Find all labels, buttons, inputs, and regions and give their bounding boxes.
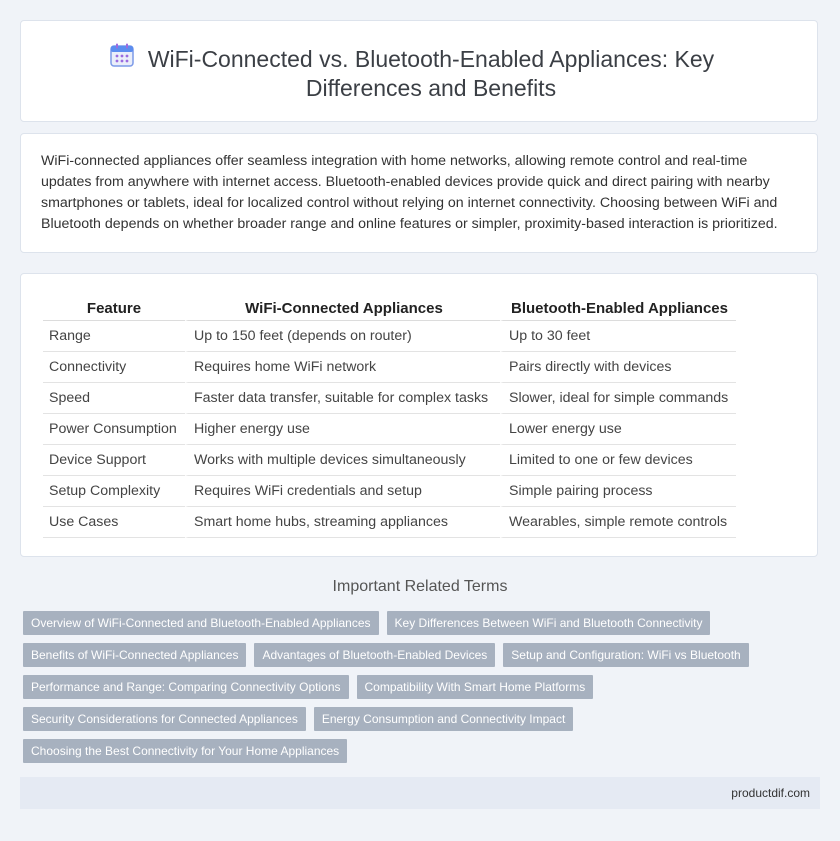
- header-wifi: WiFi-Connected Appliances: [185, 294, 500, 321]
- cell-wifi: Requires home WiFi network: [185, 352, 500, 383]
- comparison-table-card: [20, 273, 818, 557]
- title-card: [20, 20, 818, 122]
- table-header-row: [43, 294, 736, 321]
- cell-feature: Setup Complexity: [43, 476, 185, 507]
- related-term-link[interactable]: Advantages of Bluetooth-Enabled Devices: [254, 643, 495, 667]
- cell-feature: Speed: [43, 383, 185, 414]
- page-title: WiFi-Connected vs. Bluetooth-Enabled Appliances: Key Differences and Benefits: [147, 46, 715, 101]
- table-row: [43, 476, 736, 507]
- cell-bluetooth: Simple pairing process: [500, 476, 736, 507]
- comparison-table: [43, 294, 736, 538]
- cell-feature: Device Support: [43, 445, 185, 476]
- cell-wifi: Smart home hubs, streaming appliances: [185, 507, 500, 538]
- cell-wifi: Faster data transfer, suitable for complex tasks: [185, 383, 500, 414]
- related-term-link[interactable]: Compatibility With Smart Home Platforms: [357, 675, 594, 699]
- table-row: [43, 445, 736, 476]
- related-terms-title: Important Related Terms: [332, 578, 508, 595]
- cell-wifi: Up to 150 feet (depends on router): [185, 321, 500, 352]
- tag-row: [23, 675, 783, 699]
- related-term-link[interactable]: Energy Consumption and Connectivity Impact: [314, 707, 573, 731]
- tag-row: [23, 739, 783, 763]
- tag-row: [23, 611, 783, 635]
- related-term-link[interactable]: Key Differences Between WiFi and Bluetooth Connectivity: [387, 611, 711, 635]
- cell-feature: Use Cases: [43, 507, 185, 538]
- tag-row: [23, 643, 783, 667]
- related-term-link[interactable]: Setup and Configuration: WiFi vs Bluetooth: [503, 643, 748, 667]
- related-term-link[interactable]: Choosing the Best Connectivity for Your Home Appliances: [23, 739, 347, 763]
- related-term-link[interactable]: Security Considerations for Connected Appliances: [23, 707, 306, 731]
- cell-feature: Range: [43, 321, 185, 352]
- cell-wifi: Works with multiple devices simultaneously: [185, 445, 500, 476]
- footer-site: productdif.com: [731, 786, 810, 800]
- cell-bluetooth: Lower energy use: [500, 414, 736, 445]
- related-term-link[interactable]: Performance and Range: Comparing Connectivity Options: [23, 675, 349, 699]
- table-row: [43, 321, 736, 352]
- cell-bluetooth: Wearables, simple remote controls: [500, 507, 736, 538]
- footer: [20, 777, 820, 809]
- table-row: [43, 414, 736, 445]
- table-row: [43, 383, 736, 414]
- intro-card: [20, 133, 818, 253]
- related-term-link[interactable]: Overview of WiFi-Connected and Bluetooth-Enabled Appliances: [23, 611, 379, 635]
- related-term-link[interactable]: Benefits of WiFi-Connected Appliances: [23, 643, 246, 667]
- cell-wifi: Requires WiFi credentials and setup: [185, 476, 500, 507]
- cell-feature: Power Consumption: [43, 414, 185, 445]
- cell-wifi: Higher energy use: [185, 414, 500, 445]
- cell-bluetooth: Slower, ideal for simple commands: [500, 383, 736, 414]
- cell-bluetooth: Pairs directly with devices: [500, 352, 736, 383]
- cell-bluetooth: Limited to one or few devices: [500, 445, 736, 476]
- table-row: [43, 507, 736, 538]
- cell-feature: Connectivity: [43, 352, 185, 383]
- cell-bluetooth: Up to 30 feet: [500, 321, 736, 352]
- intro-paragraph: WiFi-connected appliances offer seamless integration with home networks, allowing remote control and real-time updates from anywhere with internet access. Bluetooth-enabled devices provide quick and direct pairing with nearby smartphones or tablets, ideal for localized control without relying on internet connectivity. Choosing between WiFi and Bluetooth depends on whether broader range and online features or simpler, proximity-based interaction is prioritized.: [41, 153, 778, 232]
- table-row: [43, 352, 736, 383]
- tag-row: [23, 707, 783, 731]
- header-bluetooth: Bluetooth-Enabled Appliances: [500, 294, 736, 321]
- related-terms-tags: [23, 611, 783, 771]
- header-feature: Feature: [43, 294, 185, 321]
